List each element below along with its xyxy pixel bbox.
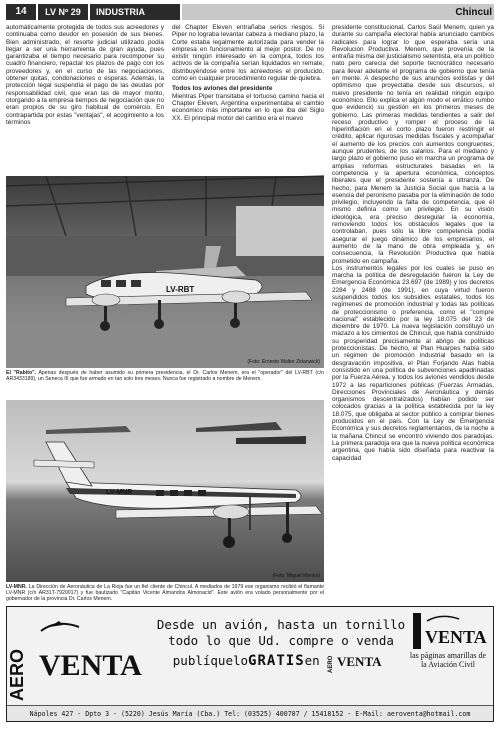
registration-mark: LV-RBT (166, 285, 195, 294)
ad-slogan (147, 617, 415, 671)
logo-text-aero: AERO (328, 655, 335, 673)
logo-text-venta: VENTA (337, 654, 382, 669)
caption-text: La Dirección de Aeronáutica de La Rioja fue un fiel cliente de Chincul. A mediados de 1979 ese organismo recibió el flamante LV-MNR (c/n AR31T-7920017) y fue bautizado "Capitán Vicente Almandos Almonacid". Este avión era volado personalmente por el gobernador de la provincia Dr. Carlos Menem. (6, 584, 324, 602)
aeroventa-inline-logo (327, 649, 389, 671)
aircraft-photo-illustration (6, 400, 324, 582)
photo-caption-2 (6, 584, 324, 602)
ad-slogan-line (147, 649, 415, 671)
logo-text-aero: AERO (7, 648, 27, 701)
magazine-issue: LV Nº 29 (38, 4, 88, 20)
photo-credit: (Foto: Ernesto Walter Zidanwick) (247, 359, 320, 365)
logo-text-venta: VENTA (425, 627, 487, 647)
aeroventa-logo (7, 613, 142, 701)
photo-cheyenne-lv-mnr (6, 400, 324, 582)
section-title: INDUSTRIA (90, 4, 180, 20)
page-header (0, 4, 500, 20)
ad-slogan-word: publíquelo (172, 653, 249, 668)
article-text: automáticamente protegida de todos sus acreedores y continuaba como deudor en posesión de sus bienes. Bien administrado, el resorte judicial utilizado podía llegar a ser una herramienta de gran ayuda, pues garantizaba el tiempo necesario para recomponer su cuadro financiero, repactar los plazos de pago con los proveedores y, en el curso de las negociaciones, obtener quitas, condonaciones o esperas. Además, la protección legal suspendía el pago de las deudas por responsabilidad civil, que eran las de mayor monto, otorgando a la empresa tiempos de negociación que no eran propios de su giro habitual de comercio. En contrapartida por estas "ventajas", el acogimiento a los términos (6, 24, 164, 126)
article-column-1 (6, 24, 164, 174)
aircraft-photo-illustration (6, 176, 324, 368)
aeroventa-small-logo (413, 613, 485, 653)
caption-lead: LV-MNR. (6, 584, 27, 590)
photo-seneca-hangar (6, 176, 324, 368)
photo-caption-1 (6, 370, 324, 382)
ad-tagline: las páginas amarillas de la Aviación Civil (409, 651, 487, 669)
article-topic: Chincul (455, 7, 492, 18)
caption-text: Apenas después de haber asumido su primera presidencia, el Dr. Carlos Menem, era el "operador" del LV-RBT (c/n AR3433189), un Seneca III que fue armado en tan solo tres meses. Nunca fue registrado a nombre de Menem. (6, 370, 325, 382)
article-text: Los instrumentos legales por los cuales se puso en marcha la política de desregulación fueron la Ley de Emergencia Económica 23.697 (de 1989) y los decretos 2284 y 2488 (de 1991), en cuya virtud fueron suspendidos todos los subsidios estatales, todos los regímenes de promoción industrial y todas las políticas de proteccionismo o preferencia, como el "compre nacional" establecido por la ley 18.075 del 23 de diciembre de 1970. La nueva legislación constituyó un mazazo a los cimientos de Chincul, que había construido su prosperidad precisamente al abrigo de políticas proteccionistas. De hecho, el Plan Huarpes había sido un régimen de promoción industrial basado en la desgravación impositiva, el Plan Forjando Alas había consistido en una política de subvenciones apadrinadas por la Fuerza Aérea, y todos los aviones vendidos desde 1972 a las reparticiones públicas (Fuerzas Armadas, Direcciones Provinciales de Aeronáutica y demás organismos descentralizados) habían podido ser colocados gracias a la política establecida por la ley 18.075, que obligaba al sector público a comprar bienes producidos en el país. Con la Ley de Emergencia Económica y sus decretos reglamentarios, de la noche a la mañana Chincul se encontró viviendo dos paradojas. La primera paradoja era que la nueva política económica argentina, que había sido diseñada para reactivar la capacidad (332, 264, 494, 462)
ad-slogan-bold: GRATIS (248, 653, 305, 669)
ad-slogan-line: todo lo que Ud. compre o venda (168, 633, 394, 648)
article-text: Mientras Piper transitaba el tortuoso camino hacia el Chapter Eleven, Argentina experimentaba el cambio económico más importante en lo que iba del Siglo XX. El principal motor del cambio era el nuevo (172, 92, 324, 122)
aeroventa-advertisement (6, 606, 494, 722)
registration-mark: LV-MNR (106, 489, 133, 496)
article-text: presidente constitucional, Carlos Saúl Menem, quien ya durante su campaña electoral había anunciado cambios radicales para lograr lo que esperaba sería una Revolución Productiva. Menem, que provenía de la entraña misma del justicialismo setentista, era un político nato pero carecía del soporte tecnocrático necesario para llevar adelante el programa de gobierno que tenía en mente. A despecho de sus anuncios exitistas y del optimismo que proyectaba desde sus discursos, el nuevo presidente no tenía en realidad ningún equipo económico. Ello explica el algún modo el errático rumbo que evidenció su gestión en los primeros meses de gobierno. Las primeras medidas tendientes a salir del receso productivo y romper el proceso de la hiperinflación en el corto plazo fueron restringir el crédito, aplicar rigurosas medidas fiscales y acompañar el aumento de los precios con aumentos congruentes, aunque prudentes, de los salarios. Para el mediano y largo plazo el gobierno puso en marcha un programa de amplias reformas estructurales basadas en la competencia y la apertura económica, conceptos liberales que el presidente sostenía a ultranza. De hecho, para Menem la Justicia Social que hacía a la esencia del peronismo pasaba por la eliminación de todo privilegio, incluyendo la falta de competencia, que él mismo definía como un privilegio. En su visión ideológica, era preciso desregular la economía, removiendo todos los obstáculos legales que la controlaban, pues sólo la libre competencia podía asegurar el juego dinámico de los empresarios, el aumento de la mano de obra empleada y, en consecuencia, la Revolución Productiva que había prometido en campaña. (332, 24, 494, 265)
logo-text-venta: VENTA (39, 649, 142, 682)
page-number: 14 (6, 4, 36, 20)
ad-contact-footer: Nápoles 427 - Dpto 3 - (5220) Jesús María (Cba.) Tel: (03525) 400707 / 15418152 - E-Mail: aeroventa@hotmail.com (7, 705, 493, 721)
header-bar (182, 4, 494, 20)
ad-slogan-word: en (304, 653, 320, 668)
article-text: del Chapter Eleven entrañaba serios riesgos. Si Piper no lograba levantar cabeza a mediano plazo, la Corte estaba legalmente autorizada para vender la empresa en funcionamiento al mejor postor. De no existir ningún interesado en la compra, todos los activos de la compañía serían liquidados en remate, distribuyéndose entre los acreedores el producido, como en cualquier procedimiento regular de quiebra. (172, 24, 324, 83)
article-column-2 (172, 24, 324, 174)
article-column-3 (332, 24, 494, 590)
article-subheading: Todos los aviones del presidente (172, 85, 273, 93)
caption-lead: El "Rabito". (6, 370, 37, 376)
ad-slogan-line: Desde un avión, hasta un tornillo (156, 617, 406, 632)
photo-credit: (Foto: Miguel Merino) (272, 573, 320, 579)
